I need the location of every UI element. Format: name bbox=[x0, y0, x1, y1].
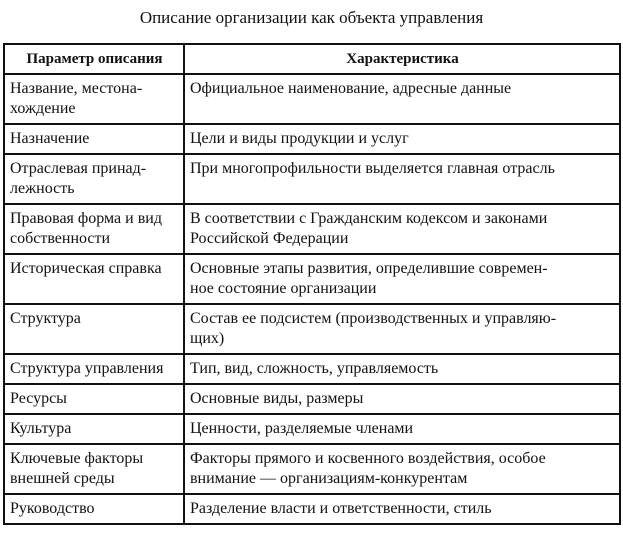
parameter-cell: Структура управления bbox=[4, 354, 184, 384]
parameter-cell: Ресурсы bbox=[4, 384, 184, 414]
column-header-characteristic: Характеристика bbox=[184, 44, 620, 74]
table-row bbox=[4, 124, 620, 154]
parameter-cell: Правовая форма и вид собственности bbox=[4, 204, 184, 254]
parameter-cell: Структура bbox=[4, 304, 184, 354]
document-title: Описание организации как объекта управления bbox=[139, 8, 484, 27]
table-row bbox=[4, 494, 620, 524]
characteristic-cell: Ценности, разделяемые членами bbox=[184, 414, 620, 444]
parameter-cell: Отраслевая принад- лежность bbox=[4, 154, 184, 204]
table-row bbox=[4, 74, 620, 124]
table-row bbox=[4, 204, 620, 254]
characteristic-cell: Основные этапы развития, определившие современ- ное состояние организации bbox=[184, 254, 620, 304]
table-row bbox=[4, 154, 620, 204]
organization-description-table bbox=[3, 43, 621, 525]
parameter-cell: Ключевые факторы внешней среды bbox=[4, 444, 184, 494]
table-row bbox=[4, 414, 620, 444]
parameter-cell: Историческая справка bbox=[4, 254, 184, 304]
table-row bbox=[4, 254, 620, 304]
characteristic-cell: Разделение власти и ответственности, стиль bbox=[184, 494, 620, 524]
table-header-row bbox=[4, 44, 620, 74]
characteristic-cell: Состав ее подсистем (производственных и управляю- щих) bbox=[184, 304, 620, 354]
characteristic-cell: Цели и виды продукции и услуг bbox=[184, 124, 620, 154]
characteristic-cell: Факторы прямого и косвенного воздействия, особое внимание — организациям-конкурентам bbox=[184, 444, 620, 494]
parameter-cell: Назначение bbox=[4, 124, 184, 154]
parameter-cell: Руководство bbox=[4, 494, 184, 524]
characteristic-cell: В соответствии с Гражданским кодексом и законами Российской Федерации bbox=[184, 204, 620, 254]
characteristic-cell: При многопрофильности выделяется главная отрасль bbox=[184, 154, 620, 204]
table-row bbox=[4, 444, 620, 494]
column-header-parameter: Параметр описания bbox=[4, 44, 184, 74]
parameter-cell: Название, местона- хождение bbox=[4, 74, 184, 124]
table-row bbox=[4, 384, 620, 414]
parameter-cell: Культура bbox=[4, 414, 184, 444]
characteristic-cell: Официальное наименование, адресные данные bbox=[184, 74, 620, 124]
characteristic-cell: Тип, вид, сложность, управляемость bbox=[184, 354, 620, 384]
table-row bbox=[4, 354, 620, 384]
characteristic-cell: Основные виды, размеры bbox=[184, 384, 620, 414]
table-row bbox=[4, 304, 620, 354]
